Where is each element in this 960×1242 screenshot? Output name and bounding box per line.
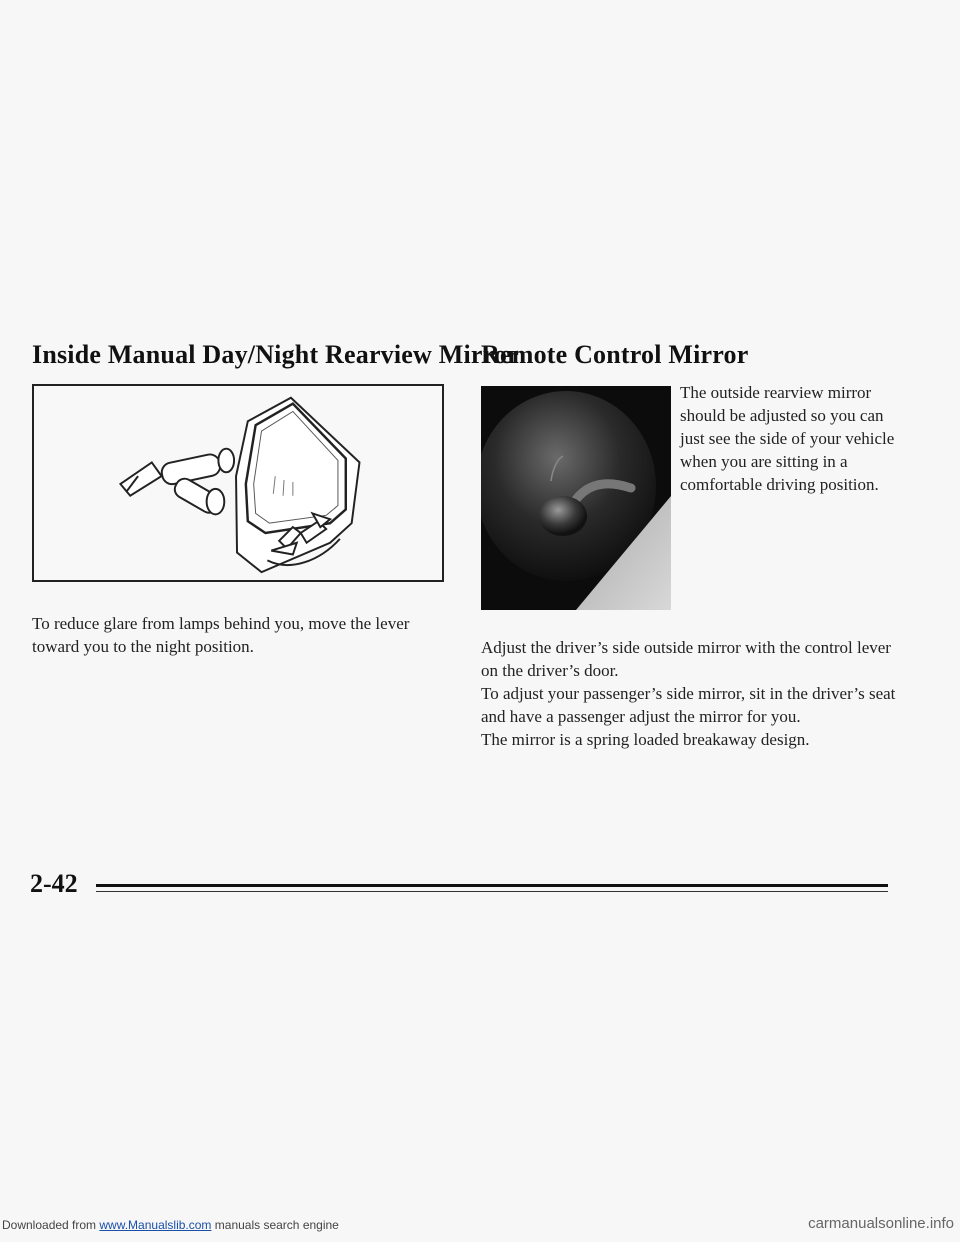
mirror-adjustment-intro: The outside rearview mirror should be adjusted so you can just see the side of your vehicle when you are sitting in a comfortable driving position. bbox=[680, 383, 895, 494]
remote-mirror-photo bbox=[481, 386, 671, 610]
breakaway-design-note: The mirror is a spring loaded breakaway design. bbox=[481, 730, 810, 749]
watermark: carmanualsonline.info bbox=[808, 1215, 954, 1232]
driver-mirror-instructions: Adjust the driver’s side outside mirror with the control lever on the driver’s door. bbox=[481, 638, 891, 680]
passenger-mirror-instructions: To adjust your passenger’s side mirror, sit in the driver’s seat and have a passenger adjust the mirror for you. bbox=[481, 684, 896, 726]
manualslib-link[interactable]: www.Manualslib.com bbox=[99, 1218, 212, 1232]
section-title-remote-mirror: Remote Control Mirror bbox=[481, 340, 749, 369]
page-rule-thin bbox=[96, 891, 888, 892]
glare-instructions: To reduce glare from lamps behind you, move the lever toward you to the night position. bbox=[32, 614, 410, 656]
page-rule-thick bbox=[96, 884, 888, 887]
page-number: 2-42 bbox=[30, 869, 78, 898]
section-title-inside-mirror: Inside Manual Day/Night Rearview Mirror bbox=[32, 340, 519, 369]
inside-mirror-illustration bbox=[32, 384, 444, 582]
footer-prefix: Downloaded from bbox=[2, 1218, 100, 1232]
footer-suffix: manuals search engine bbox=[211, 1218, 339, 1232]
download-footer bbox=[2, 1218, 339, 1232]
